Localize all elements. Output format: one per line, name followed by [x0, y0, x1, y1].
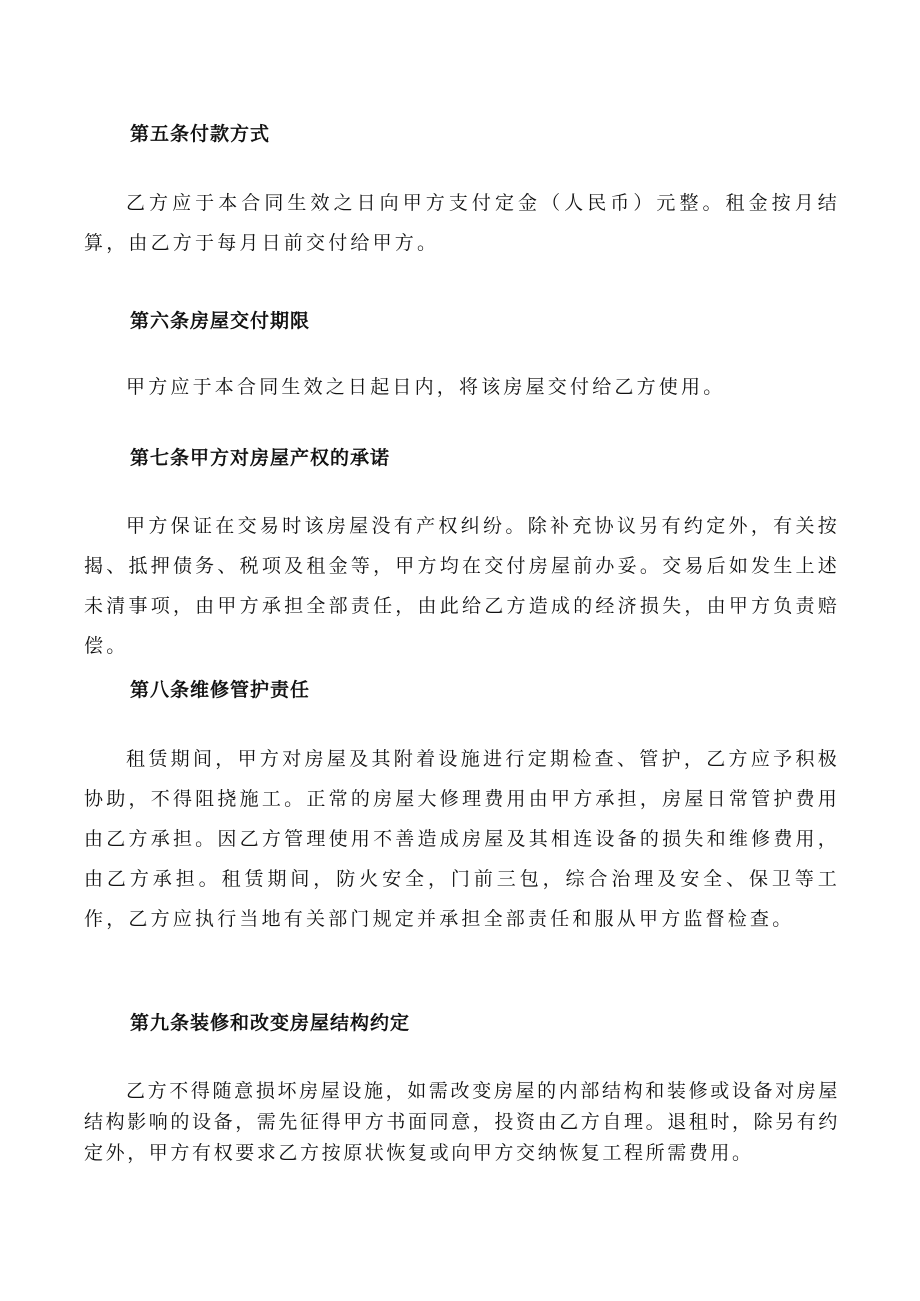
section-body-title-commitment: 甲方保证在交易时该房屋没有产权纠纷。除补充协议另有约定外，有关按揭、抵押债务、税项及租金等，甲方均在交付房屋前办妥。交易后如发生上述未清事项，由甲方承担全部责任，由此给乙方造成的经济损失，由甲方负责赔偿。	[84, 515, 840, 657]
section-heading-renovation: 第九条装修和改变房屋结构约定	[130, 1012, 411, 1034]
section-body-renovation: 乙方不得随意损坏房屋设施，如需改变房屋的内部结构和装修或设备对房屋结构影响的设备，需先征得甲方书面同意，投资由乙方自理。退租时，除另有约定外，甲方有权要求乙方按原状恢复或向甲方交纳恢复工程所需费用。	[84, 1080, 841, 1164]
section-heading-delivery-deadline: 第六条房屋交付期限	[130, 310, 311, 332]
section-body-delivery-deadline: 甲方应于本合同生效之日起日内，将该房屋交付给乙方使用。	[126, 376, 726, 398]
section-heading-title-commitment: 第七条甲方对房屋产权的承诺	[130, 447, 391, 469]
section-body-payment: 乙方应于本合同生效之日向甲方支付定金（人民币）元整。租金按月结算，由乙方于每月日前交付给甲方。	[84, 192, 840, 254]
section-heading-maintenance: 第八条维修管护责任	[130, 679, 311, 701]
section-heading-payment: 第五条付款方式	[130, 123, 271, 145]
section-body-maintenance: 租赁期间，甲方对房屋及其附着设施进行定期检查、管护，乙方应予积极协助，不得阻挠施工。正常的房屋大修理费用由甲方承担，房屋日常管护费用由乙方承担。因乙方管理使用不善造成房屋及其相连设备的损失和维修费用，由乙方承担。租赁期间，防火安全，门前三包，综合治理及安全、保卫等工作，乙方应执行当地有关部门规定并承担全部责任和服从甲方监督检查。	[84, 748, 840, 930]
